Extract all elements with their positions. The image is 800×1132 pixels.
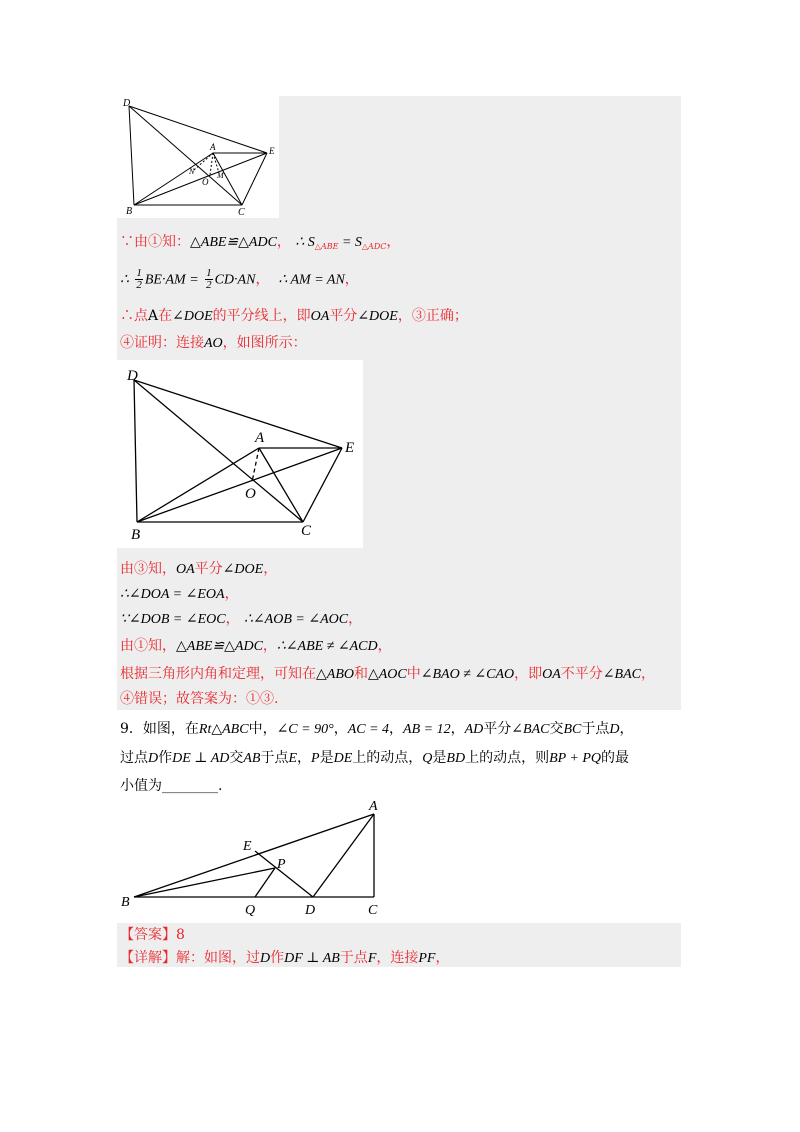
math: DE ⊥ AD (172, 751, 230, 766)
answer-label: 【答案】 (120, 927, 176, 943)
answer-value: 8 (176, 927, 185, 943)
fig3-label-C: C (368, 903, 378, 918)
text: ，如图所示： (222, 335, 307, 351)
detail-line (120, 948, 449, 969)
math: Rt△ABC (198, 722, 249, 737)
frac-den: 2 (206, 279, 212, 291)
text: ∴点 (120, 308, 148, 324)
step-final-answer (120, 689, 278, 709)
text: 过点 (120, 750, 148, 766)
frac-num: 1 (206, 267, 212, 279)
fig1-label-M: M (217, 171, 224, 180)
text: ， (225, 611, 240, 627)
text: 作 (270, 950, 285, 966)
text: 解：如图，过 (176, 950, 260, 966)
step-congruence-angles (120, 636, 392, 657)
math: ∠BAO ≠ ∠CAO (420, 667, 515, 682)
question-9-line-2 (120, 748, 629, 769)
fig1-label-E: E (269, 146, 275, 156)
math: ∠DOE (357, 309, 398, 324)
fig3-label-P: P (277, 857, 286, 872)
math: F (367, 951, 377, 966)
step-area-equation (120, 268, 359, 291)
step-vertical-angles (120, 609, 362, 630)
text: 上的动点，则 (465, 750, 550, 766)
text: ， (263, 561, 278, 577)
math-am-an: ∴ AM = AN (278, 272, 345, 288)
math: DE (333, 751, 353, 766)
fraction-half-2 (205, 268, 213, 291)
text: ④证明：连接 (120, 335, 204, 351)
text: 交 (229, 750, 244, 766)
fig3-label-D: D (305, 903, 316, 918)
step-angle-sum (120, 664, 655, 685)
fig2-label-D: D (127, 368, 138, 384)
fig3-label-E: E (243, 839, 252, 854)
math: ∠DOE (172, 309, 213, 324)
fig1-label-B: B (126, 206, 133, 217)
text: ， (348, 611, 363, 627)
text: ， (450, 721, 465, 737)
math: OA (310, 309, 330, 324)
text: 小值为 (120, 778, 162, 794)
math: AB (243, 751, 261, 766)
text: 在 (158, 308, 173, 324)
figure-2 (117, 360, 363, 548)
text: A (148, 308, 159, 324)
text: 作 (158, 750, 173, 766)
text: 是 (319, 750, 334, 766)
math: BD (446, 751, 466, 766)
text: ， (619, 721, 634, 737)
math: ∵∠DOB = ∠EOC (120, 612, 226, 627)
text: 中， (248, 721, 277, 737)
figure-1 (117, 96, 279, 218)
text: ， (435, 950, 450, 966)
math: △AOC (367, 667, 407, 682)
text: 的平分线上，即 (212, 308, 311, 324)
step-proof-4-intro (120, 333, 307, 354)
text: 上的动点， (352, 750, 423, 766)
question-9-line-1 (120, 719, 633, 740)
text: ， (640, 666, 655, 682)
text: 平分 (329, 308, 358, 324)
text: 9．如图，在 (120, 721, 199, 737)
text: ， (389, 721, 404, 737)
text: ，连接 (376, 950, 419, 966)
text: ④错误；故答案为：①③. (120, 691, 279, 707)
text: 不平分 (560, 666, 603, 682)
math-area-sub-2: △ADC (361, 242, 387, 251)
math-be-am: BE·AM = (144, 272, 199, 288)
math: PF (418, 951, 436, 966)
fig1-label-N: N (189, 167, 195, 176)
math: ∠BAC (602, 667, 641, 682)
math: Q (422, 751, 433, 766)
text: 和 (353, 666, 368, 682)
text: 交 (549, 721, 564, 737)
question-9-line-3 (120, 776, 222, 796)
detail-label: 【详解】 (120, 950, 176, 966)
math: ∠DOE (222, 562, 264, 577)
punct: ， (255, 271, 270, 288)
math: OA (542, 667, 561, 682)
fig3-label-B: B (121, 895, 130, 910)
step-oa-bisects (120, 559, 277, 580)
math-congruence: △ABE≌△ADC (190, 235, 277, 250)
text: . (218, 778, 223, 794)
text: ， (333, 721, 348, 737)
math: D (260, 951, 271, 966)
punct: ， (386, 234, 401, 250)
figure-3 (117, 796, 397, 918)
math: AD (464, 722, 484, 737)
text: ， (262, 638, 277, 654)
fraction-half (135, 268, 143, 291)
punct: ， (344, 271, 359, 288)
step-congruence-area (120, 232, 400, 257)
math: △ABE≌△ADC (176, 639, 263, 654)
text: ， (377, 638, 392, 654)
fig1-label-A: A (210, 142, 216, 152)
therefore-symbol: ∴ (120, 272, 129, 288)
math: DF ⊥ AB (284, 951, 340, 966)
text: 是 (432, 750, 447, 766)
math: BP + PQ (549, 751, 602, 766)
text: 平分 (194, 561, 223, 577)
step-angle-equal (120, 584, 239, 605)
text: 于点 (581, 721, 610, 737)
text: ，③正确； (397, 308, 468, 324)
step-text: ∵由①知： (120, 234, 190, 250)
text: ，即 (514, 666, 543, 682)
fig2-label-A: A (255, 430, 265, 446)
fig2-label-B: B (131, 527, 141, 543)
math-cd-an: CD·AN (214, 272, 256, 288)
fig2-label-C: C (301, 523, 312, 539)
punct: ， (276, 234, 291, 250)
math: ∠BAC (511, 722, 550, 737)
text: 的最 (601, 750, 630, 766)
text: 平分 (483, 721, 512, 737)
math: △ABO (316, 667, 354, 682)
math: ∴∠AOB = ∠AOC (244, 612, 349, 627)
math: P (311, 751, 320, 766)
answer-blank[interactable]: ________ (162, 778, 218, 794)
text: 于点 (339, 950, 368, 966)
text: 由①知， (120, 638, 176, 654)
math-area-sub-1: △ABE (314, 242, 339, 251)
math: AB = 12 (403, 722, 451, 737)
math: ∴∠ABE ≠ ∠ACD (276, 639, 378, 654)
text: 中 (406, 666, 421, 682)
math-area-2: = S (338, 235, 362, 250)
fig3-label-A: A (369, 799, 378, 814)
frac-den: 2 (136, 279, 142, 291)
math: D (609, 722, 620, 737)
math: BC (563, 722, 582, 737)
fig1-label-O: O (202, 177, 209, 187)
math: ∠C = 90° (276, 722, 334, 737)
text: ， (297, 750, 312, 766)
math: AO (204, 336, 223, 351)
fig1-label-C: C (238, 207, 245, 218)
text: 于点 (260, 750, 289, 766)
fig2-label-O: O (245, 486, 256, 502)
math: E (288, 751, 298, 766)
answer-line (120, 925, 185, 945)
text: ， (224, 586, 239, 602)
math: AC = 4 (347, 722, 390, 737)
math: OA (176, 562, 195, 577)
math-area-1: ∴ S (295, 235, 315, 250)
math: D (148, 751, 159, 766)
fig3-label-Q: Q (245, 903, 256, 918)
fig1-label-D: D (123, 98, 131, 109)
fig2-label-E: E (345, 440, 355, 456)
math: ∴∠DOA = ∠EOA (120, 587, 225, 602)
step-bisector-conclusion (120, 306, 468, 327)
frac-num: 1 (136, 267, 142, 279)
text: 根据三角形内角和定理，可知在 (120, 666, 316, 682)
text: 由③知， (120, 561, 176, 577)
